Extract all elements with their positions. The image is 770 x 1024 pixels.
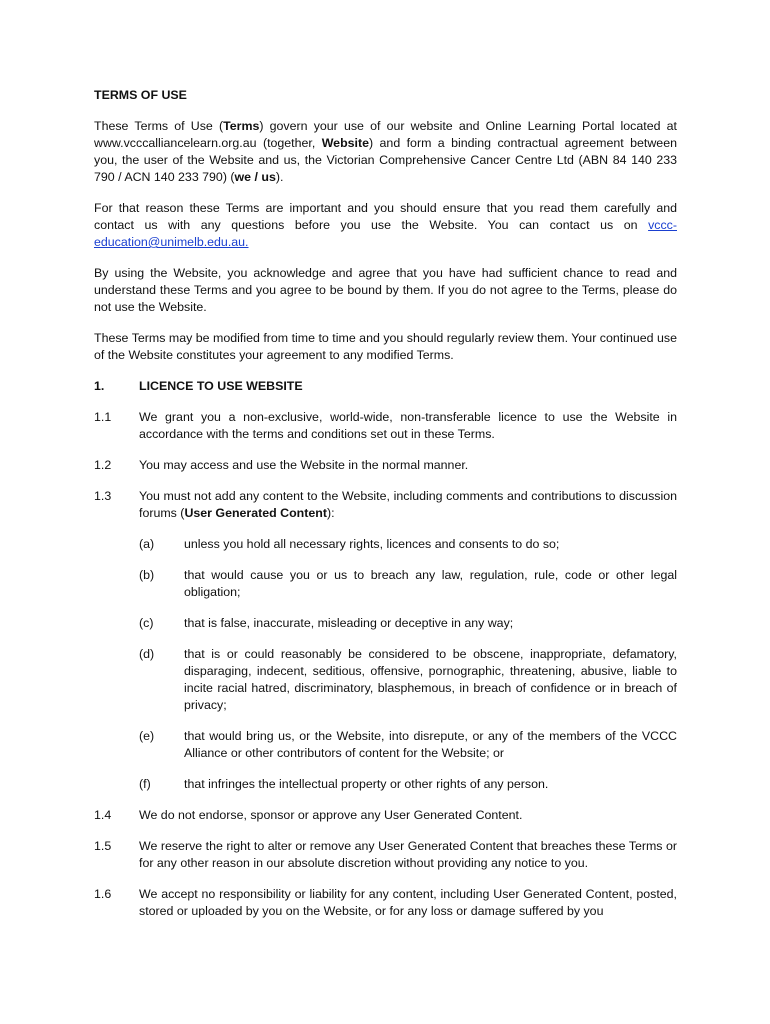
document-title: TERMS OF USE [94,88,187,102]
section-1-heading [94,378,677,395]
subclause-text: that would cause you or us to breach any law, regulation, rule, code or other legal obligation; [184,568,677,599]
subclause-text: that infringes the intellectual property or other rights of any person. [184,777,549,791]
subclause-text: that is false, inaccurate, misleading or deceptive in any way; [184,616,514,630]
subclause-number: (e) [139,729,155,743]
intro-p1-text-a: These Terms of Use ( [94,119,224,133]
clause-1-3-text-c: ): [326,506,335,520]
defined-term-us: us [261,170,276,184]
clause-number: 1.1 [94,410,112,424]
clause-number: 1.4 [94,808,112,822]
intro-paragraph-4: These Terms may be modified from time to time and you should regularly review them. Your continued use of the Website constitutes your agreement to any modified Terms. [94,331,677,362]
intro-paragraph-1 [94,118,677,186]
subclause-c [139,615,677,632]
clause-number: 1.2 [94,458,112,472]
subclause-number: (c) [139,616,154,630]
subclause-number: (f) [139,777,151,791]
defined-term-website: Website [321,136,369,150]
subclause-d [139,646,677,714]
clause-1-2 [94,457,677,474]
clause-number: 1.3 [94,489,112,503]
defined-term-user-generated-content: User Generated Content [184,506,327,520]
intro-p1-text-c: ) govern your use of our website and Online Learning Portal located at www.vcccalliancelearn.org.au (together, [94,119,677,150]
subclause-number: (a) [139,537,155,551]
defined-term-we: we [234,170,252,184]
intro-p1-text-e: ) and form a binding contractual agreement between you, the user of the Website and us, the Victorian Comprehensive Cancer Centre Ltd (ABN 84 140 233 790 / ACN 140 233 790) ( [94,136,677,184]
clause-1-5 [94,838,677,872]
clause-text: We reserve the right to alter or remove any User Generated Content that breaches these Terms or for any other reason in our absolute discretion without providing any notice to you. [139,839,677,870]
subclause-text: unless you hold all necessary rights, licences and consents to do so; [184,537,560,551]
subclause-e [139,728,677,762]
section-number: 1. [94,379,105,393]
intro-p1-text-i: ). [275,170,284,184]
clause-1-3 [94,488,677,522]
clause-1-4 [94,807,677,824]
intro-paragraph-3: By using the Website, you acknowledge and agree that you have had sufficient chance to read and understand these Terms and you agree to be bound by them. If you do not agree to the Terms, please do not use the Website. [94,266,677,314]
subclause-number: (b) [139,568,155,582]
clause-1-1 [94,409,677,443]
clause-1-3-text-a: You must not add any content to the Website, including comments and contributions to discussion forums ( [139,489,677,520]
subclause-a [139,536,677,553]
section-title: LICENCE TO USE WEBSITE [139,379,303,393]
clause-text: We accept no responsibility or liability for any content, including User Generated Content, posted, stored or uploaded by you on the Website, or for any loss or damage suffered by you [139,887,677,918]
subclause-text: that would bring us, or the Website, into disrepute, or any of the members of the VCCC Alliance or other contributors of content for the Website; or [184,729,677,760]
intro-paragraph-2 [94,200,677,251]
clause-number: 1.5 [94,839,112,853]
intro-p2-text: For that reason these Terms are important and you should ensure that you read them carefully and contact us with any questions before you use the Website. You can contact us on [94,201,677,232]
subclause-f [139,776,677,793]
clause-text: You may access and use the Website in the normal manner. [139,458,469,472]
clause-number: 1.6 [94,887,112,901]
subclause-number: (d) [139,647,155,661]
subclause-b [139,567,677,601]
contact-email-link[interactable]: vccc-education@unimelb.edu.au. [94,218,677,249]
defined-term-terms: Terms [223,119,260,133]
document-page [94,87,677,920]
clause-1-6 [94,886,677,920]
clause-text: We do not endorse, sponsor or approve any User Generated Content. [139,808,523,822]
defined-term-separator: / [251,170,262,184]
clause-text: We grant you a non-exclusive, world-wide, non-transferable licence to use the Website in accordance with the terms and conditions set out in these Terms. [139,410,677,441]
subclause-text: that is or could reasonably be considered to be obscene, inappropriate, defamatory, disparaging, indecent, seditious, offensive, pornographic, threatening, abusive, liable to incite racial hatred, discriminatory, blasphemous, in breach of confidence or in breach of privacy; [184,647,677,712]
clause-text [139,488,677,522]
